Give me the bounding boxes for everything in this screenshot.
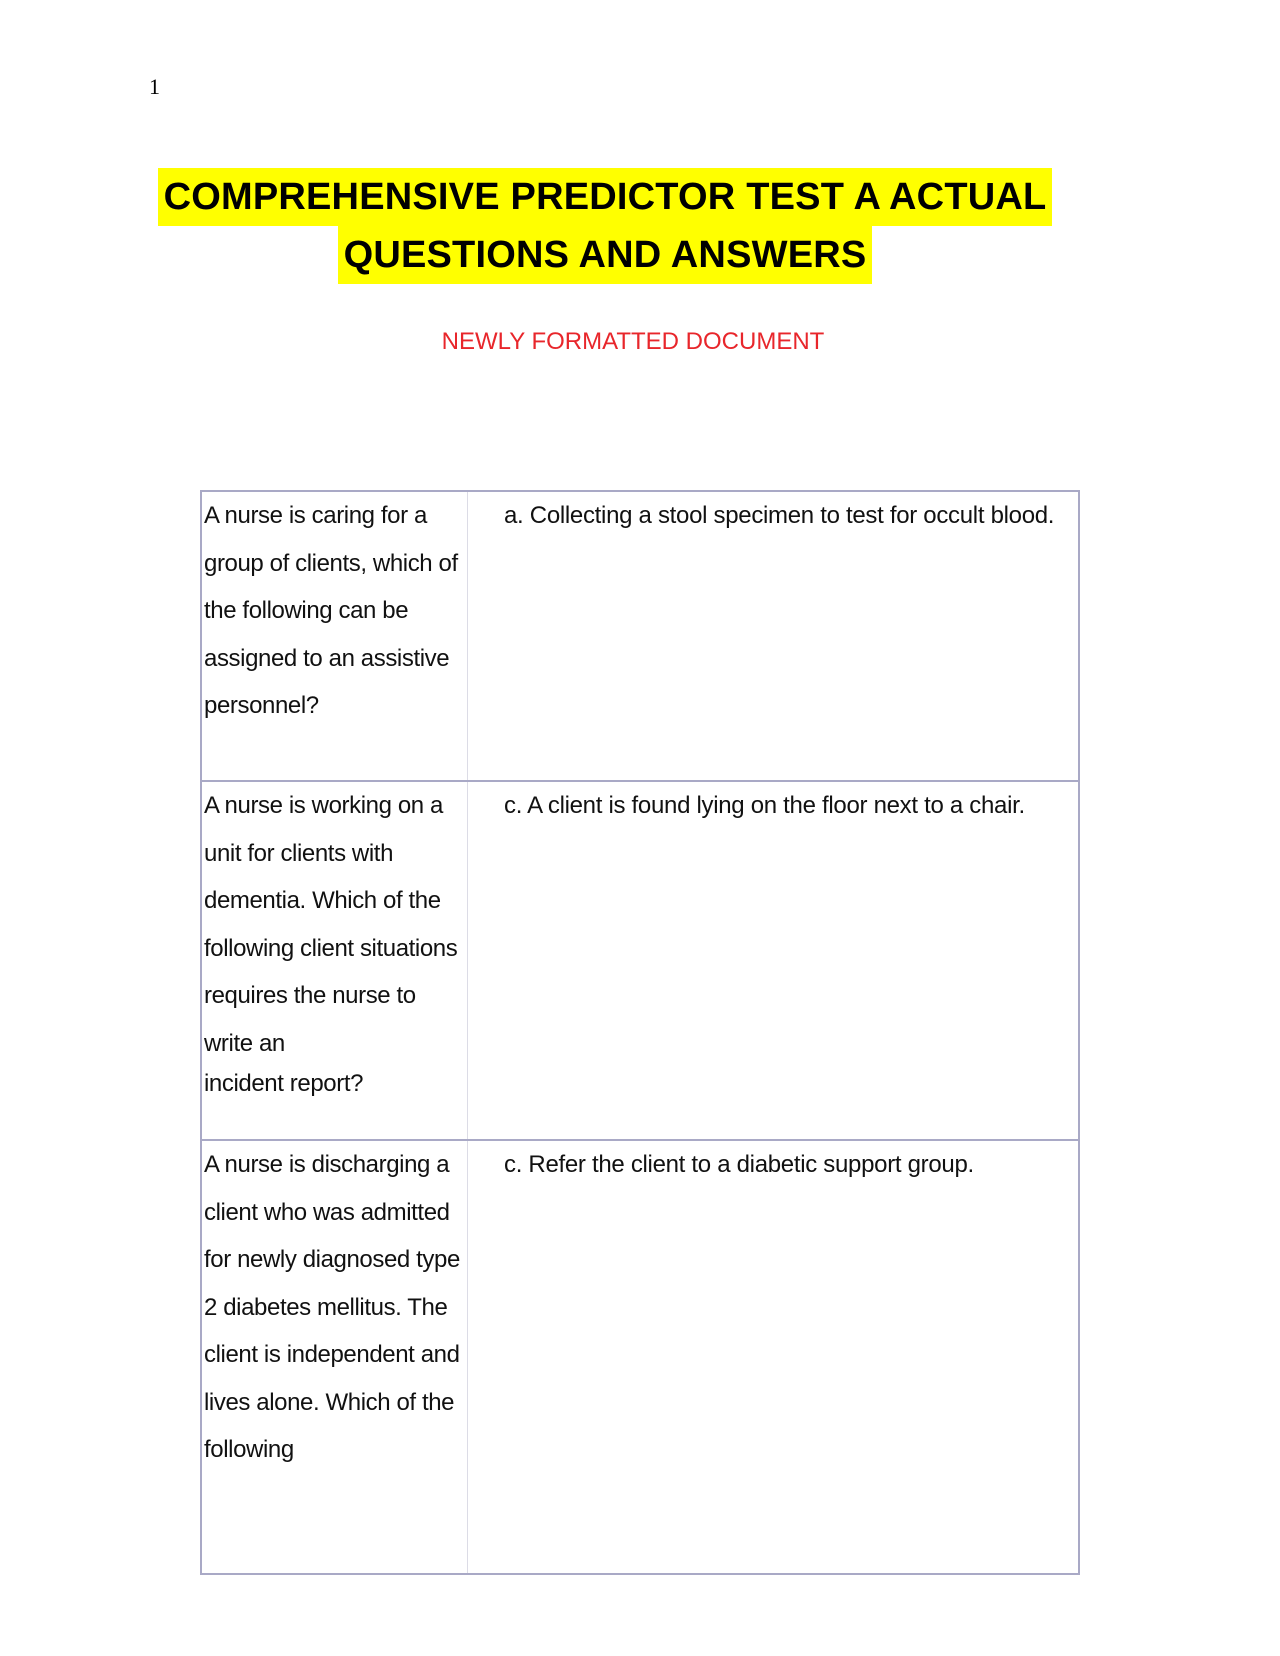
answer-text: a. Collecting a stool specimen to test for occult blood.	[504, 502, 1055, 529]
title-line-2: QUESTIONS AND ANSWERS	[338, 226, 873, 284]
table-row	[201, 491, 1079, 781]
question-text: A nurse is caring for a group of clients, which of the following can be assigned to an assistive personnel?	[204, 502, 458, 719]
answer-text: c. A client is found lying on the floor next to a chair.	[504, 792, 1025, 819]
question-text-continued: incident report?	[204, 1070, 364, 1097]
qa-table	[200, 490, 1080, 1575]
title-line-1: COMPREHENSIVE PREDICTOR TEST A ACTUAL	[158, 168, 1053, 226]
page-number: 1	[149, 74, 160, 99]
document-title	[163, 168, 1090, 284]
answer-cell	[468, 491, 1080, 781]
answer-cell	[468, 781, 1080, 1140]
question-cell	[201, 781, 468, 1140]
answer-text: c. Refer the client to a diabetic support group.	[504, 1151, 974, 1178]
table-row	[201, 1140, 1079, 1574]
question-text: A nurse is working on a unit for clients with dementia. Which of the following client situations requires the nurse to write an	[204, 792, 458, 1057]
question-text: A nurse is discharging a client who was admitted for newly diagnosed type 2 diabetes mellitus. The client is independent and lives alone. Which of the following	[204, 1151, 460, 1463]
question-cell	[201, 1140, 468, 1574]
document-subtitle: NEWLY FORMATTED DOCUMENT	[441, 328, 825, 355]
table-row	[201, 781, 1079, 1140]
question-cell	[201, 491, 468, 781]
answer-cell	[468, 1140, 1080, 1574]
